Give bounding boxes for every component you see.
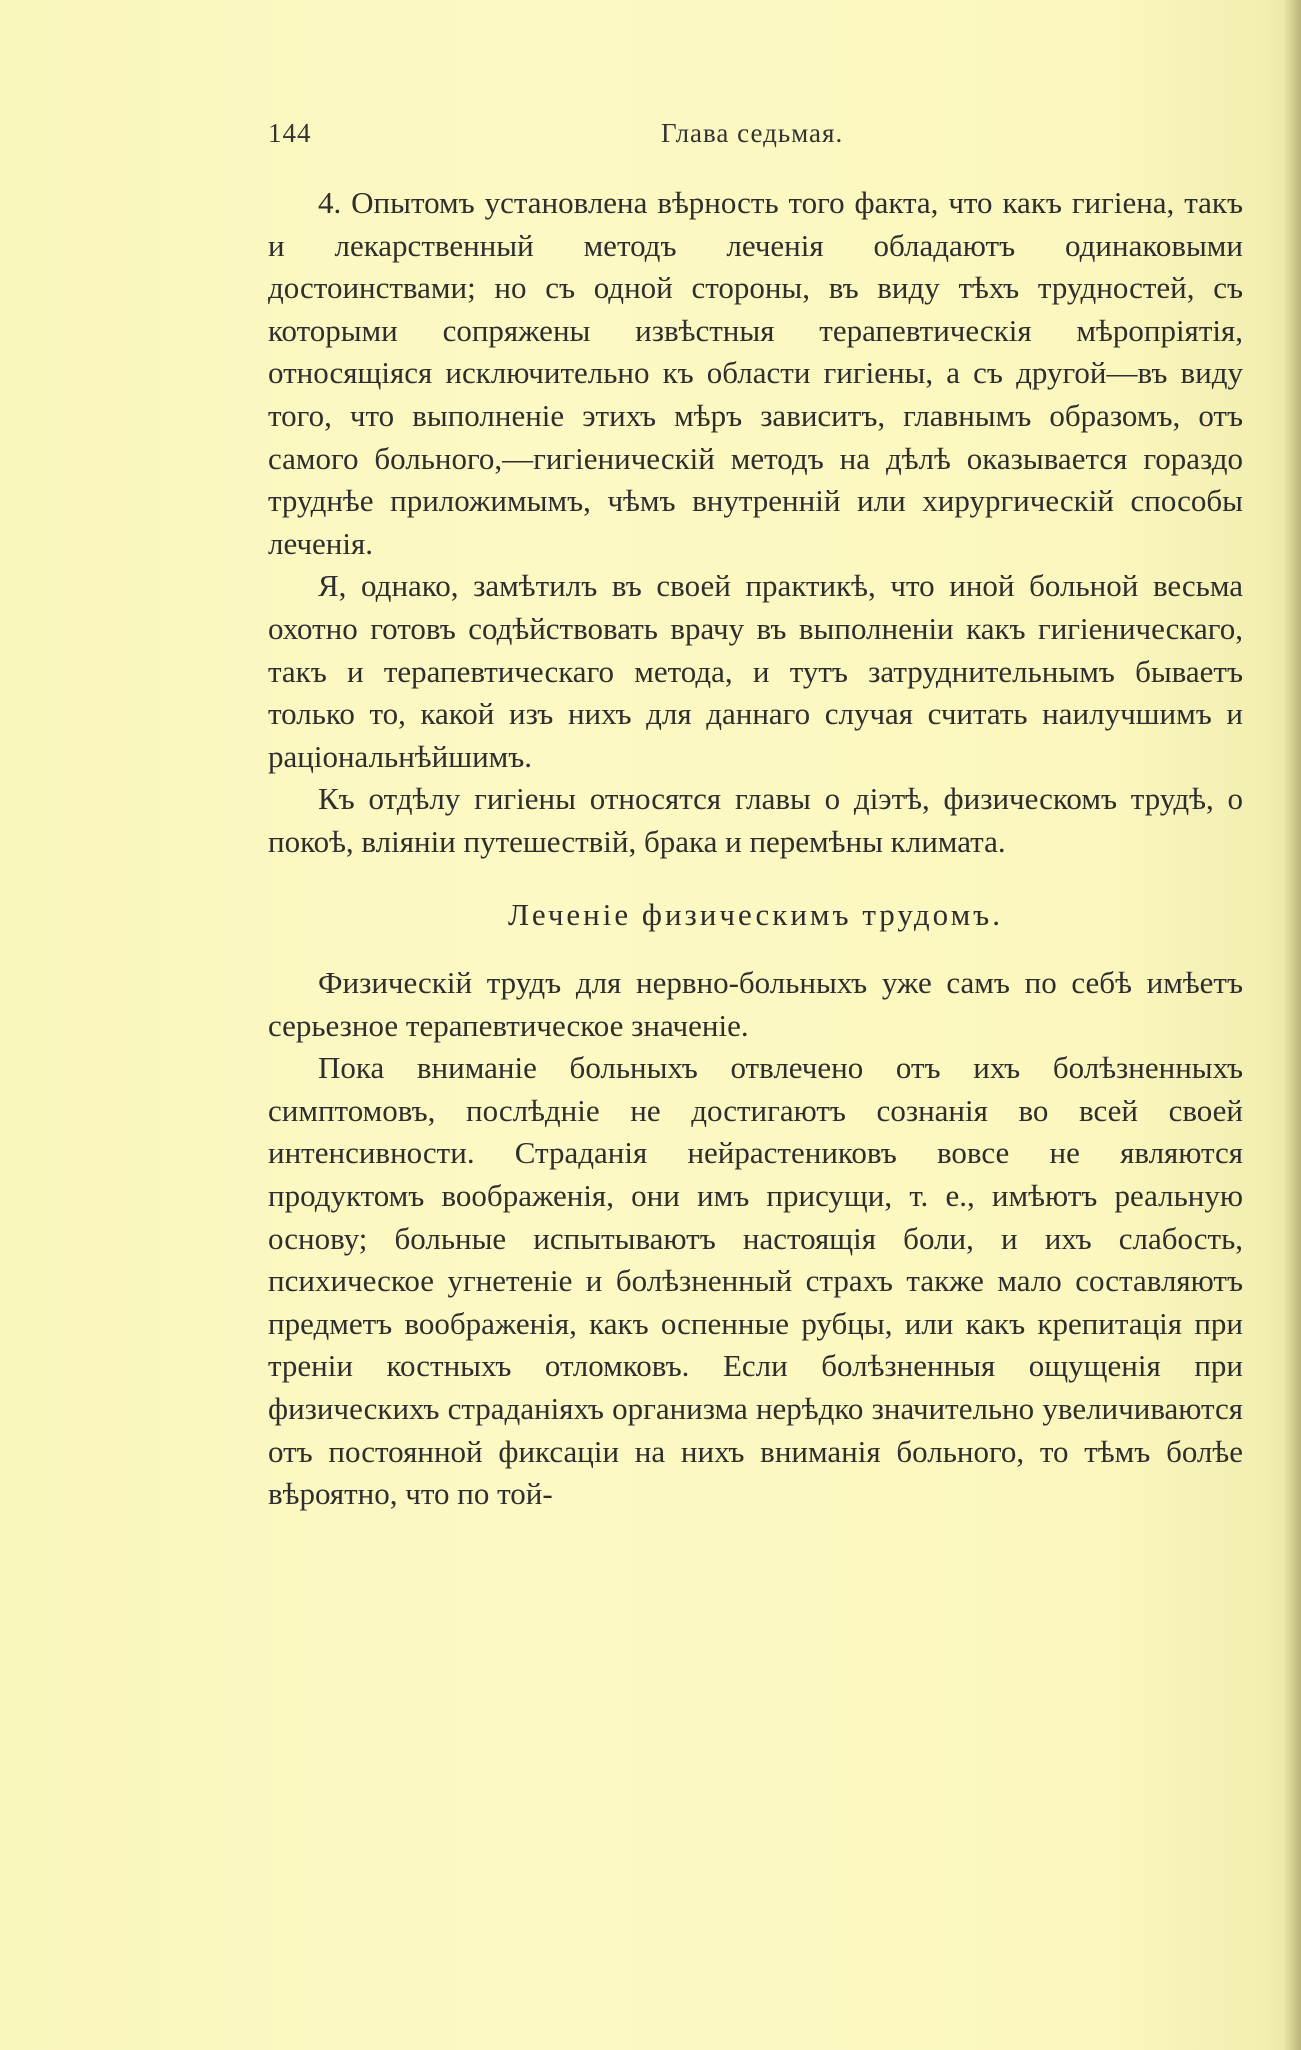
section-heading: Леченіе физическимъ трудомъ. xyxy=(508,896,1003,932)
paragraph: Къ отдѣлу гигіены относятся главы о діэтѣ, физическомъ трудѣ, о покоѣ, вліяніи путешествій, брака и перемѣны климата. xyxy=(268,781,1243,859)
page-edge xyxy=(1283,0,1301,2050)
paragraph: Я, однако, замѣтилъ въ своей практикѣ, что иной больной весьма охотно готовъ содѣйствовать врачу въ выполненіи какъ гигіеническаго, такъ и терапевтическаго метода, и тутъ затруднительнымъ бываетъ только то, какой изъ нихъ для даннаго случая считать наилучшимъ и раціональнѣйшимъ. xyxy=(268,568,1243,774)
page-header xyxy=(268,118,888,158)
paragraph: Пока вниманіе больныхъ отвлечено отъ ихъ болѣзненныхъ симптомовъ, послѣдніе не достигаютъ сознанія во всей своей интенсивности. Страданія нейрастениковъ вовсе не являются продуктомъ воображенія, они имъ присущи, т. е., имѣютъ реальную основу; больные испытываютъ настоящія боли, и ихъ слабость, психическое угнетеніе и болѣзненный страхъ также мало составляютъ предметъ воображенія, какъ оспенные рубцы, или какъ крепитація при треніи костныхъ отломковъ. Если болѣзненныя ощущенія при физическихъ страданіяхъ организма нерѣдко значительно увеличиваются отъ постоянной фиксаціи на нихъ вниманія больного, то тѣмъ болѣе вѣроятно, что по той- xyxy=(268,1050,1243,1512)
paragraph: Физическій трудъ для нервно-больныхъ уже самъ по себѣ имѣетъ серьезное терапевтическое значеніе. xyxy=(268,965,1243,1043)
paragraph: 4. Опытомъ установлена вѣрность того факта, что какъ гигіена, такъ и лекарственный методъ леченія обладаютъ одинаковыми достоинствами; но съ одной стороны, въ виду тѣхъ трудностей, съ которыми сопряжены извѣстныя терапевтическія мѣропріятія, относящіяся исключительно къ области гигіены, а съ другой—въ виду того, что выполненіе этихъ мѣръ зависитъ, главнымъ образомъ, отъ самого больного,—гигіеническій методъ на дѣлѣ оказывается гораздо труднѣе приложимымъ, чѣмъ внутренній или хирургическій способы леченія. xyxy=(268,185,1243,561)
body-text xyxy=(268,182,1243,1516)
running-title: Глава седьмая. xyxy=(661,118,844,148)
page-number: 144 xyxy=(268,118,312,148)
